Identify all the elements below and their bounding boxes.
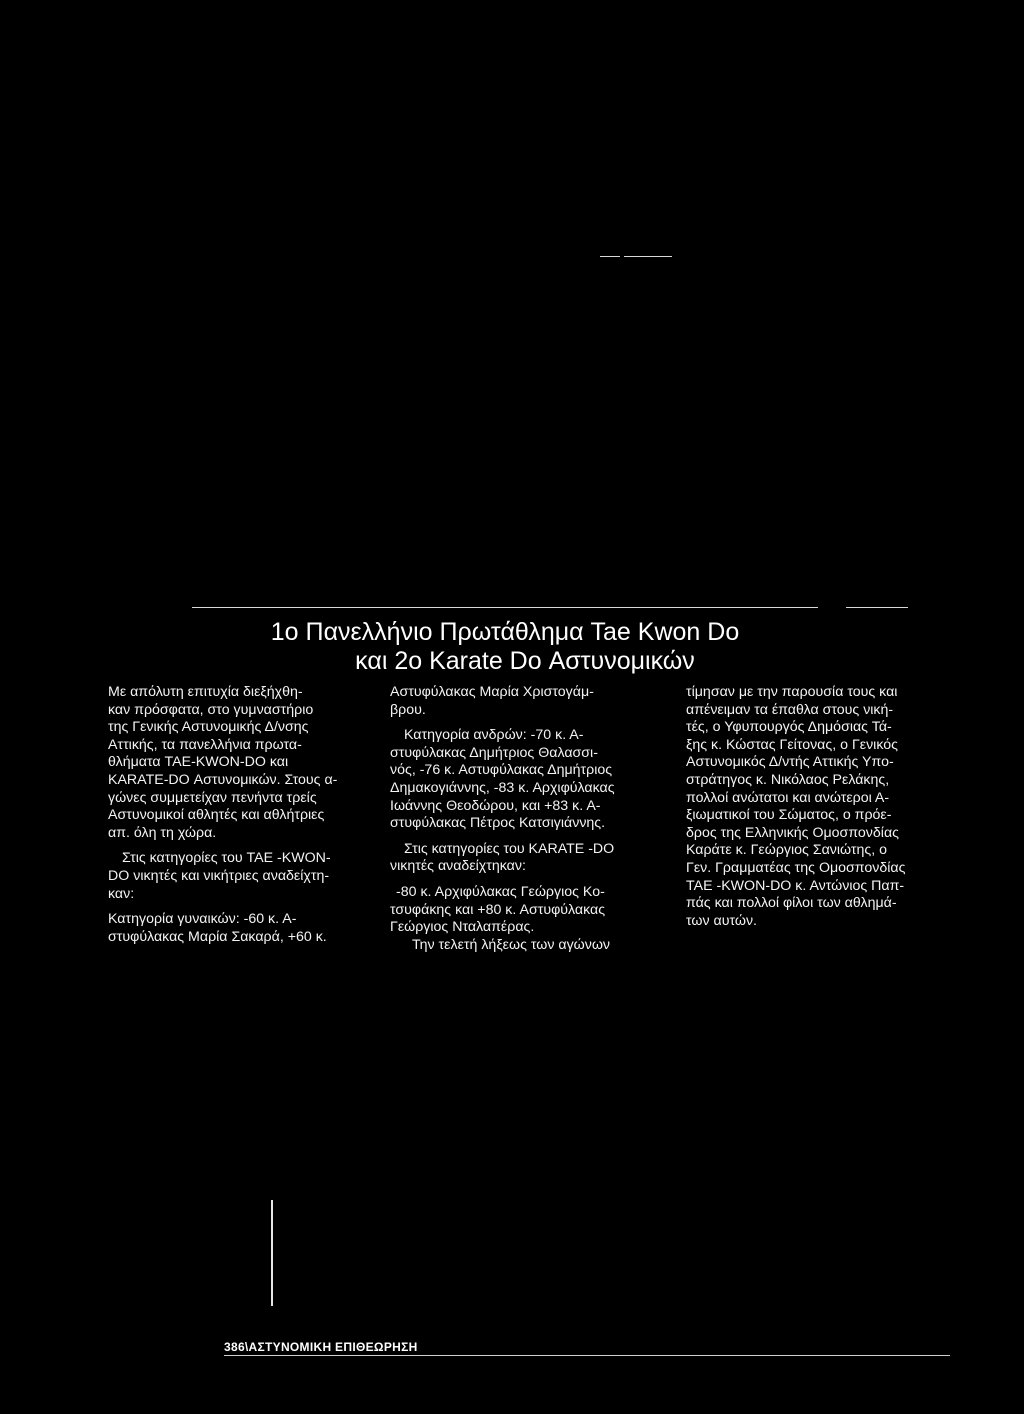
col1-line: καν: <box>108 885 135 902</box>
col1-line: της Γενικής Αστυνομικής Δ/νσης <box>108 719 309 736</box>
col2-line: στυφύλακας Πέτρος Κατσιγιάννης. <box>390 815 606 832</box>
col2-line: νός, -76 κ. Αστυφύλακας Δημήτριος <box>390 762 613 779</box>
headline-line-1: 1ο Πανελλήνιο Πρωτάθλημα Tae Kwon Do <box>270 618 740 646</box>
col3-line: ξης κ. Κώστας Γείτονας, ο Γενικός <box>686 736 898 753</box>
col3-line: Αστυνομικός Δ/ντής Αττικής Υπο- <box>686 754 894 771</box>
col1-line: DO νικητές και νικήτριες αναδείχτη- <box>108 867 330 884</box>
col3-line: TAE -KWON-DO κ. Αντώνιος Παπ- <box>686 877 905 894</box>
col2-line: Κατηγορία ανδρών: -70 κ. Α- <box>404 727 584 744</box>
col3-line: απένειμαν τα έπαθλα στους νική- <box>686 701 894 718</box>
col3-line: τές, ο Υφυπουργός Δημόσιας Τά- <box>686 719 892 736</box>
col1-line: Με απόλυτη επιτυχία διεξήχθη- <box>108 684 303 700</box>
col1-line: θλήματα TAE-KWON-DO και <box>108 754 289 771</box>
col3-line: πολλοί ανώτατοι και ανώτεροι Α- <box>686 789 890 806</box>
col2-line: Την τελετή λήξεως των αγώνων <box>412 936 611 953</box>
col2-line: -80 κ. Αρχιφύλακας Γεώργιος Κο- <box>396 883 605 900</box>
headline-top-rule-right <box>846 607 908 608</box>
article-column-2 <box>390 684 660 954</box>
col2-line: Στις κατηγορίες του KARATE -DO <box>404 840 615 857</box>
col2-line: Γεώργιος Νταλαπέρας. <box>390 919 535 936</box>
col1-line: Στις κατηγορίες του TAE -KWON- <box>122 850 331 867</box>
col2-line: στυφύλακας Δημήτριος Θαλασσι- <box>390 744 598 761</box>
col3-line: πάς και πολλοί φίλοι των αθλημά- <box>686 895 897 912</box>
col1-line: KARATE-DO Αστυνομικών. Στους α- <box>108 771 338 788</box>
col1-line: Αστυνομικοί αθλητές και αθλήτριες <box>108 807 325 824</box>
headline-line-2: και 2ο Karate Do Αστυνομικών <box>355 647 695 675</box>
col2-line: Ιωάννης Θεοδώρου, και +83 κ. Α- <box>390 797 601 814</box>
article-column-1 <box>108 684 370 946</box>
vertical-rule <box>271 1200 273 1306</box>
col3-line: τίμησαν με την παρουσία τους και <box>686 684 898 700</box>
col3-line: των αυτών. <box>686 912 757 929</box>
top-dash-2 <box>624 256 672 257</box>
col2-line: Αστυφύλακας Μαρία Χριστογάμ- <box>390 684 594 700</box>
col2-line: νικητές αναδείχτηκαν: <box>390 858 526 875</box>
col1-line: Αττικής, τα πανελλήνια πρωτα- <box>108 736 302 753</box>
col3-line: δρος της Ελληνικής Ομοσπονδίας <box>686 824 899 841</box>
col1-line: στυφύλακας Μαρία Σακαρά, +60 κ. <box>108 928 327 945</box>
col3-line: στράτηγος κ. Νικόλαος Ρελάκης, <box>686 771 890 788</box>
article-headline <box>180 618 830 676</box>
headline-top-rule <box>192 607 818 608</box>
col1-line: Κατηγορία γυναικών: -60 κ. Α- <box>108 911 297 928</box>
col1-line: απ. όλη τη χώρα. <box>108 824 217 841</box>
top-dash-1 <box>600 256 620 257</box>
col2-line: βρου. <box>390 701 426 718</box>
col3-line: Καράτε κ. Γεώργιος Σανιώτης, ο <box>686 842 888 859</box>
col3-line: Γεν. Γραμματέας της Ομοσπονδίας <box>686 859 906 876</box>
col3-line: ξιωματικοί του Σώματος, ο πρόε- <box>686 807 892 824</box>
footer-rule <box>224 1355 950 1356</box>
col2-line: τσυφάκης και +80 κ. Αστυφύλακας <box>390 901 606 918</box>
col2-line: Δημακογιάννης, -83 κ. Αρχιφύλακας <box>390 779 615 796</box>
col1-line: γώνες συμμετείχαν πενήντα τρείς <box>108 789 317 806</box>
col1-line: καν πρόσφατα, στο γυμναστήριο <box>108 701 314 718</box>
page-footer-label: 386\ΑΣΤΥΝΟΜΙΚΗ ΕΠΙΘΕΩΡΗΣΗ <box>224 1340 418 1354</box>
article-column-3 <box>686 684 956 930</box>
